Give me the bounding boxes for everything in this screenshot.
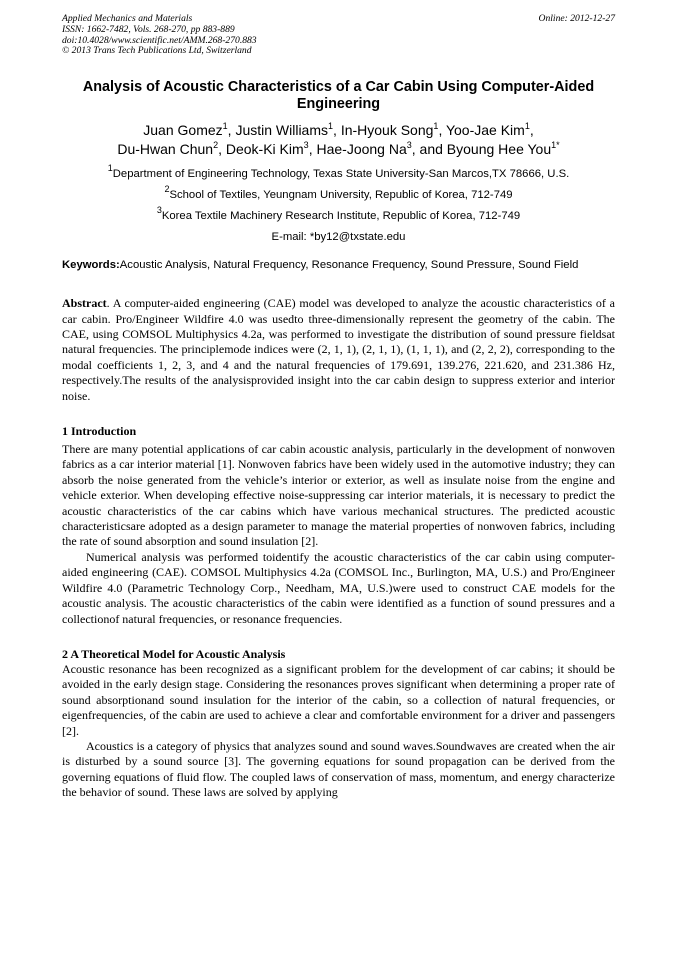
affiliation-2 [62,184,615,202]
author-name: Deok-Ki Kim [225,141,304,158]
journal-header [62,14,615,57]
keywords-label: Keywords: [62,259,120,272]
author-sup: 1 [328,120,334,131]
paragraph: Acoustics is a category of physics that analyzes sound and sound waves.Soundwaves are created when the air is disturbed by a sound source [3]. The governing equations for sound propagation can be derived from the governing equations of fluid flow. The coupled laws of conservation of mass, momentum, and energy characterize the behavior of sound. These laws are solved by applying [62,738,615,800]
affiliation-sup: 2 [164,184,170,195]
paragraph: Numerical analysis was performed toidentify the acoustic characteristics of the car cabin using computer-aided engineering (CAE). COMSOL Multiphysics 4.2a (COMSOL Inc., Burlington, MA, U.S.) and Pro/Engineer Wildfire 4.0 (Parametric Technology Corp., Needham, MA, U.S.)were used to construct CAE models for the acoustic analysis. The acoustic characteristics of the cabin were identified as a function of sound pressures and a collectionof natural frequencies, or resonance frequencies. [62,549,615,626]
affiliation-text: Department of Engineering Technology, Texas State University-San Marcos,TX 78666, U.S. [112,168,570,181]
abstract-label: Abstract [62,296,107,311]
author-name: Byoung Hee You [446,141,552,158]
author-line-2: Du-Hwan Chun$^2$, Deok-Ki Kim$^3$, Hae-Joong Na$^3$, and Byoung Hee You$^{1*}$ [117,139,560,158]
author-name: Yoo-Jae Kim [445,122,525,139]
journal-copyright: © 2013 Trans Tech Publications Ltd, Switzerland [62,45,252,57]
affiliation-text: School of Textiles, Yeungnam University, Republic of Korea, 712-749 [169,189,513,202]
author-sup: 2 [213,139,219,150]
author-sup: 1 [433,120,439,131]
affiliation-3 [62,205,615,223]
journal-name: Applied Mechanics and Materials [62,13,193,24]
paper-title: Analysis of Acoustic Characteristics of a Car Cabin Using Computer-Aided Engineering [82,79,595,113]
author-name: Du-Hwan Chun [117,141,214,158]
affiliation-sup: 1 [107,163,113,174]
author-name: In-Hyouk Song [340,122,434,139]
online-date: Online: 2012-12-27 [538,13,615,24]
abstract-text: . A computer-aided engineering (CAE) model was developed to analyze the acoustic characteristics of a car cabin. Pro/Engineer Wildfire 4.0 was usedto three-dimensionally represent the geometry of the cabin. The CAE, using COMSOL Multiphysics 4.2a, was performed to investigate the distribution of sound pressure fieldsat natural frequencies. The principlemode indices were (2, 1, 1), (2, 1, 1), (1, 1, 1), and (2, 2, 2), corresponding to the modal coefficients 1, 2, 3, and 4 and the natural frequencies of 179.691, 139.276, 221.620, and 231.386 Hz, respectively.The results of the analysisprovided insight into the car cabin design to suppress exterior and interior noise. [62,296,615,403]
journal-doi: doi:10.4028/www.scientific.net/AMM.268-270.883 [62,34,257,46]
author-sup: 3 [303,139,309,150]
paragraph: Acoustic resonance has been recognized as a significant problem for the development of car cabins; it should be avoided in the early design stage. Considering the resonances proves significant when determining a proper rate of sound absorptionand sound insulation for the interior of the cabin, so a collection of natural frequencies, or eigenfrequencies, of the cabin are used to achieve a clear and comfortable environment for a driver and passengers [2]. [62,661,615,738]
affiliation-sup: 3 [156,205,162,216]
paragraph: There are many potential applications of car cabin acoustic analysis, particularly in the development of nonwoven fabrics as a car interior material [1]. Nonwoven fabrics have been widely used in the automotive industry; they can absorb the noise generated from the vehicle’s interior or exterior, as well as insulate noise from the engine and vehicle exterior. When developing effective noise-suppressing car interior materials, it is necessary to predict the acoustic characteristics of the car cabins which have various mechanical structures. The predicted acoustic characteristicsare adopted as a design parameter to manage the material properties of nonwoven fabrics, including the rate of sound absorption and sound insulation [2]. [62,442,615,549]
author-sup: 1 [222,120,228,131]
abstract [62,296,615,404]
journal-issn: ISSN: 1662-7482, Vols. 268-270, pp 883-889 [62,23,235,35]
author-sup: 3 [406,139,412,150]
author-list [62,121,615,159]
author-sup: 1* [551,139,560,150]
author-name: Hae-Joong Na [316,141,407,158]
section-theoretical-model [62,647,615,801]
section-introduction [62,424,615,627]
affiliation-1 [62,163,615,181]
paper-page [62,14,615,801]
section-heading: 1 Introduction [62,424,137,439]
author-conjunction: and [419,141,443,158]
contact-email: E-mail: *by12@txstate.edu [271,231,406,244]
keywords [62,258,615,272]
keywords-text: Acoustic Analysis, Natural Frequency, Resonance Frequency, Sound Pressure, Sound Field [119,259,579,272]
author-sup: 1 [524,120,530,131]
author-name: Juan Gomez [143,122,223,139]
section-heading: 2 A Theoretical Model for Acoustic Analysis [62,646,286,661]
affiliation-text: Korea Textile Machinery Research Institute, Republic of Korea, 712-749 [161,210,521,223]
author-line-1: Juan Gomez$^1$, Justin Williams$^1$, In-Hyouk Song$^1$, Yoo-Jae Kim$^1$, [143,120,534,139]
author-name: Justin Williams [235,122,329,139]
